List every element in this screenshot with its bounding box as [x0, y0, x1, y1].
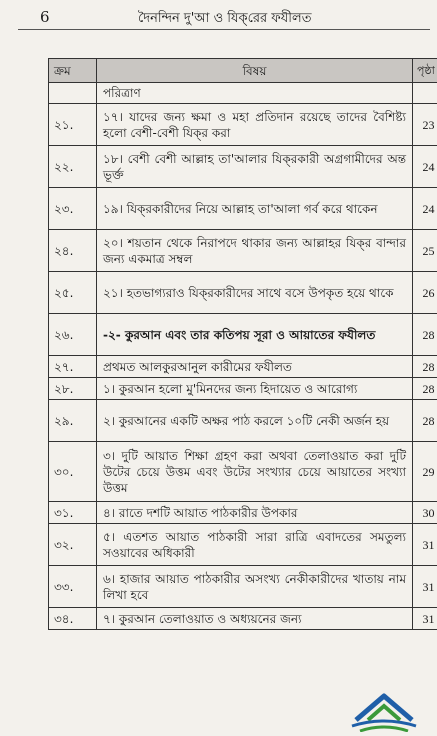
table-row — [49, 188, 437, 230]
row-serial: ২২. — [49, 146, 97, 188]
running-title: দৈনন্দিন দু'আ ও যিক্‌রের ফযীলত — [138, 11, 312, 26]
row-subject: পরিত্রাণ — [97, 83, 413, 104]
row-serial: ২৫. — [49, 272, 97, 314]
table-row — [49, 314, 437, 356]
table-row — [49, 566, 437, 608]
row-serial: ৩১. — [49, 502, 97, 524]
table-row — [49, 400, 437, 442]
row-page: 25 — [413, 230, 437, 272]
row-page: 30 — [413, 502, 437, 524]
row-subject: ২। কুরআনের একটি অক্ষর পাঠ করলে ১০টি নেকী অর্জন হয় — [97, 400, 413, 442]
row-subject: ১৯। যিক্‌রকারীদের নিয়ে আল্লাহ তা'আলা গর্ব করে থাকেন — [97, 188, 413, 230]
row-subject: ৬। হাজার আয়াত পাঠকারীর অসংখ্য নেকীকারীদের খাতায় নাম লিখা হবে — [97, 566, 413, 608]
table-row — [49, 442, 437, 502]
table-row — [49, 146, 437, 188]
row-page: 31 — [413, 608, 437, 630]
table-row — [49, 378, 437, 400]
row-serial: ২৭. — [49, 356, 97, 378]
table-row — [49, 272, 437, 314]
row-subject: প্রথমত আলকুরআনুল কারীমের ফযীলত — [97, 356, 413, 378]
table-header-row — [49, 59, 437, 83]
table-body — [49, 83, 437, 630]
row-serial: ২৮. — [49, 378, 97, 400]
row-subject: ২০। শয়তান থেকে নিরাপদে থাকার জন্য আল্লাহর যিক্‌র বান্দার জন্য একমাত্র সম্বল — [97, 230, 413, 272]
row-page: 23 — [413, 104, 437, 146]
row-subject: ৫। এতশত আয়াত পাঠকারী সারা রাত্রি এবাদতের সমতুল্য সওয়াবের অধিকারী — [97, 524, 413, 566]
row-page: 28 — [413, 378, 437, 400]
row-serial: ৩০. — [49, 442, 97, 502]
row-subject: ১। কুরআন হলো মু'মিনদের জন্য হিদায়েত ও আরোগ্য — [97, 378, 413, 400]
column-header-subject: বিষয় — [97, 59, 413, 83]
row-page: 31 — [413, 566, 437, 608]
column-header-page: পৃষ্ঠা — [413, 59, 437, 83]
row-subject: ৪। রাতে দশটি আয়াত পাঠকারীর উপকার — [97, 502, 413, 524]
row-serial: ২৬. — [49, 314, 97, 356]
row-page — [413, 83, 437, 104]
row-page: 31 — [413, 524, 437, 566]
table-row — [49, 83, 437, 104]
row-serial: ২৪. — [49, 230, 97, 272]
row-page: 28 — [413, 400, 437, 442]
table-row — [49, 104, 437, 146]
page-number: 6 — [40, 8, 50, 26]
publisher-logo-icon — [346, 690, 422, 732]
row-page: 24 — [413, 146, 437, 188]
row-subject: ২১। হতভাগ্যরাও যিক্‌রকারীদের সাথে বসে উপকৃত হয়ে থাকে — [97, 272, 413, 314]
row-serial: ৩৪. — [49, 608, 97, 630]
row-page: 24 — [413, 188, 437, 230]
row-subject: ৩। দুটি আয়াত শিক্ষা গ্রহণ করা অথবা তেলাওয়াত করা দুটি উটের চেয়ে উত্তম এবং উটের সংখ্যার চেয়ে আয়াতের সংখ্যা উত্তম — [97, 442, 413, 502]
row-subject: ১৭। যাদের জন্য ক্ষমা ও মহা প্রতিদান রয়েছে তাদের বৈশিষ্ট্য হলো বেশী-বেশী যিক্‌র করা — [97, 104, 413, 146]
row-page: 28 — [413, 314, 437, 356]
row-serial: ২১. — [49, 104, 97, 146]
row-page: 29 — [413, 442, 437, 502]
table-row — [49, 608, 437, 630]
row-subject: -২- কুরআন এবং তার কতিপয় সূরা ও আয়াতের ফযীলত — [97, 314, 413, 356]
table-row — [49, 230, 437, 272]
row-serial: ৩৩. — [49, 566, 97, 608]
row-serial — [49, 83, 97, 104]
table-row — [49, 502, 437, 524]
row-serial: ২৯. — [49, 400, 97, 442]
row-subject: ১৮। বেশী বেশী আল্লাহ তা'আলার যিক্‌রকারী অগ্রগামীদের অন্ত ভূর্ক্ত — [97, 146, 413, 188]
table-row — [49, 356, 437, 378]
row-serial: ৩২. — [49, 524, 97, 566]
row-page: 26 — [413, 272, 437, 314]
column-header-serial: ক্রম — [49, 59, 97, 83]
row-page: 28 — [413, 356, 437, 378]
page-header — [18, 6, 430, 30]
contents-table — [48, 58, 437, 630]
row-subject: ৭। কুরআন তেলাওয়াত ও অধ্যয়নের জন্য — [97, 608, 413, 630]
table-row — [49, 524, 437, 566]
row-serial: ২৩. — [49, 188, 97, 230]
